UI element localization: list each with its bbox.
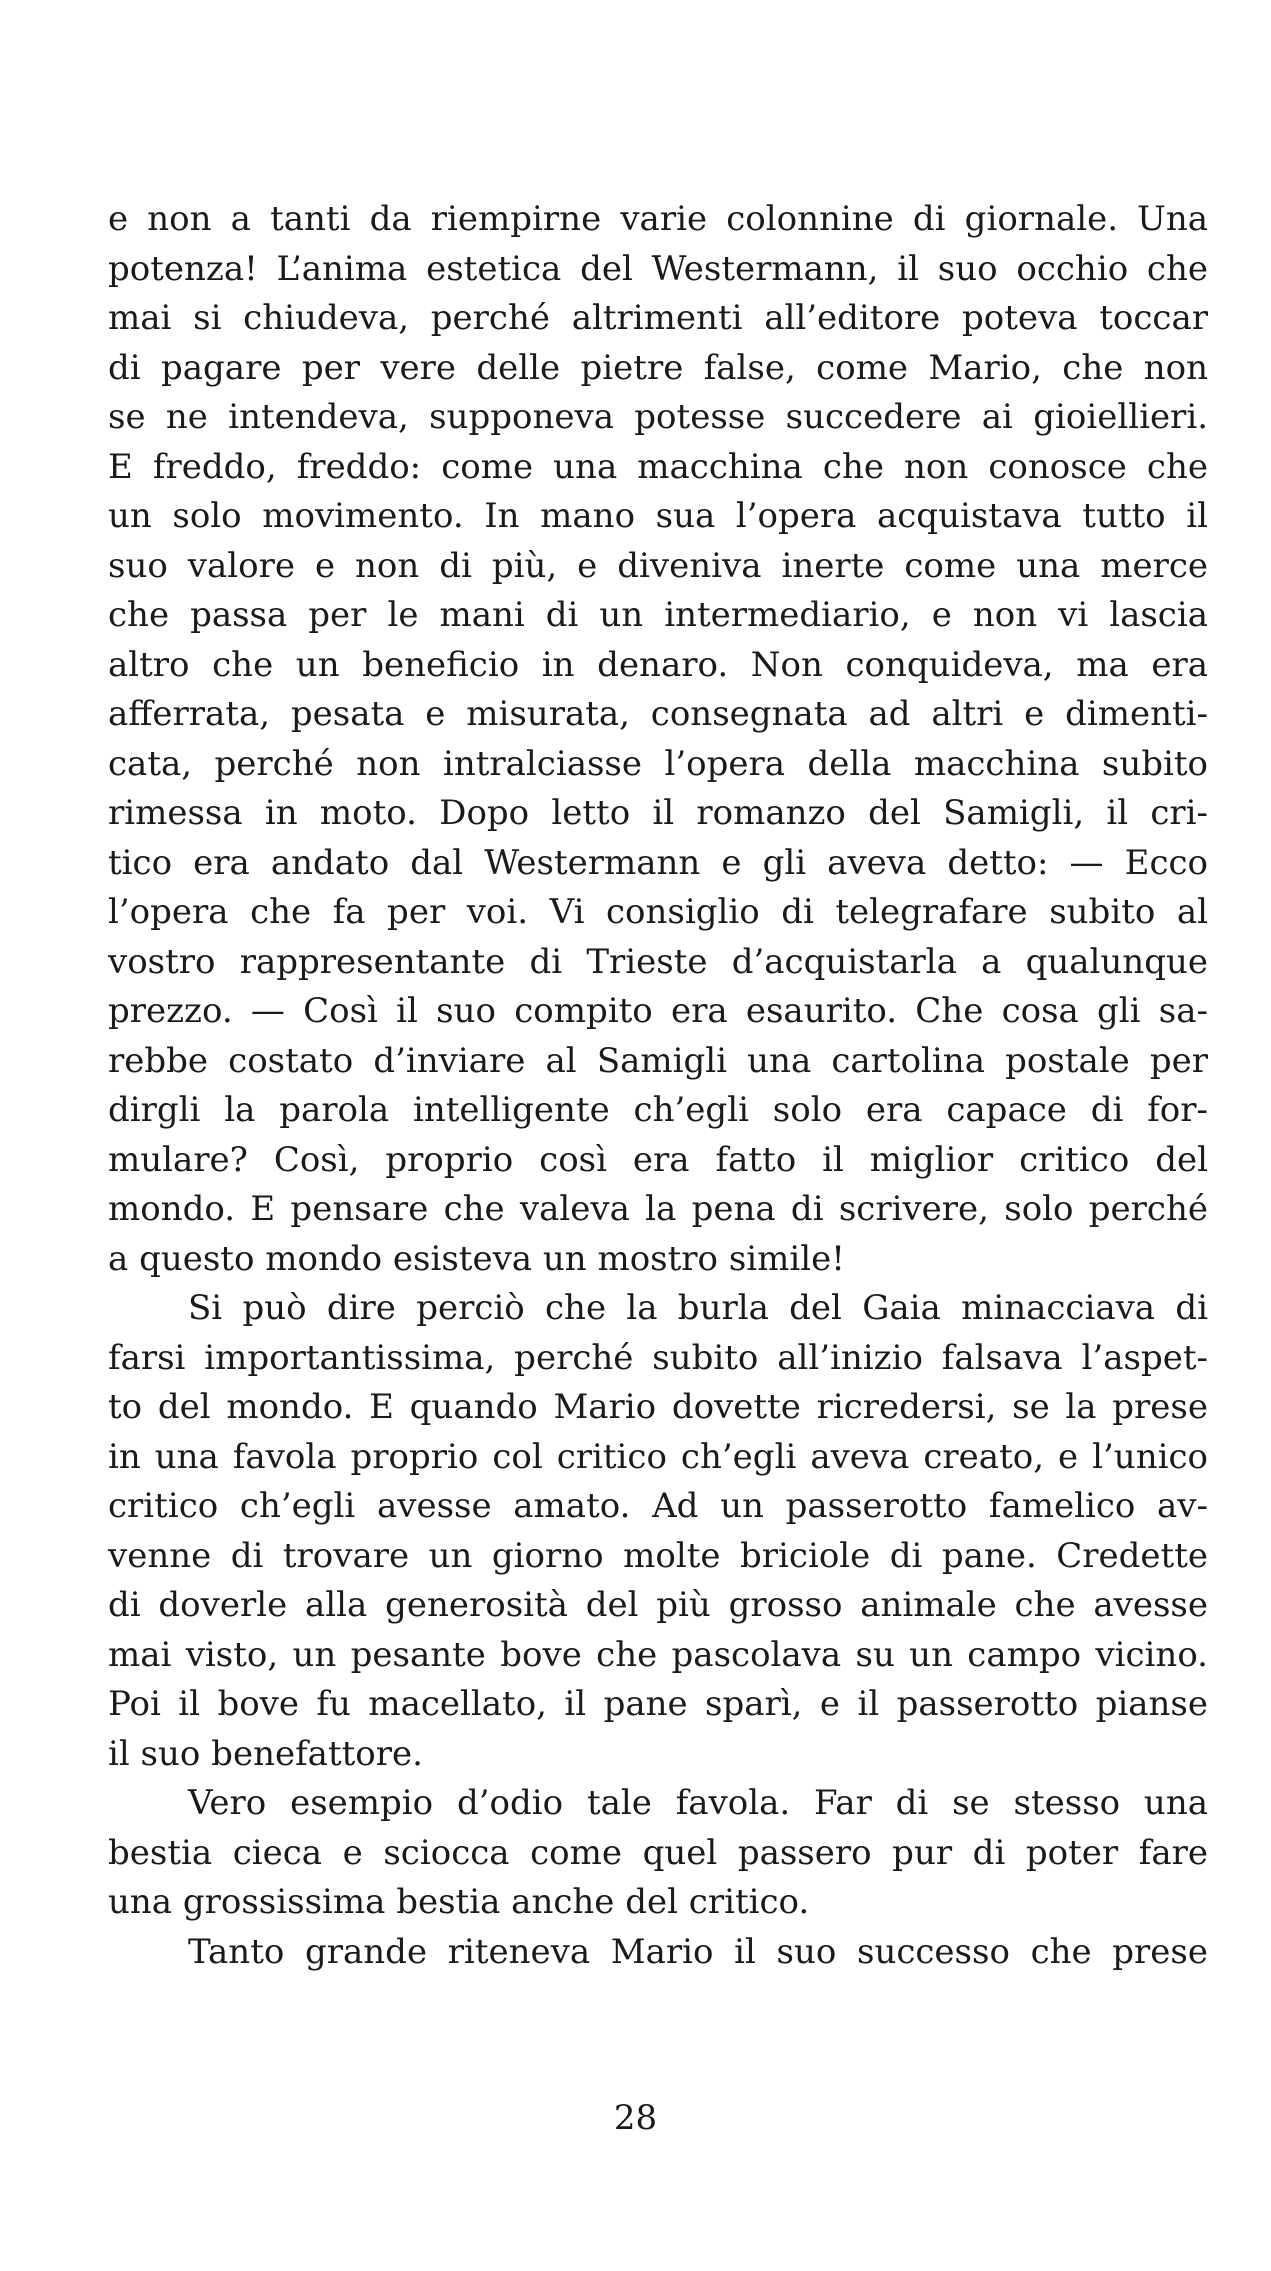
text-line: mulare? Così, proprio così era fatto il miglior critico del (108, 1139, 1208, 1180)
text-line: farsi importantissima, perché subito all’inizio falsava l’aspet- (108, 1337, 1208, 1378)
text-line: e non a tanti da riempirne varie colonnine di giornale. Una (108, 199, 1208, 239)
text-line: il suo benefattore. (108, 1733, 423, 1774)
text-line: prezzo. — Così il suo compito era esaurito. Che cosa gli sa- (108, 991, 1208, 1031)
text-line: rimessa in moto. Dopo letto il romanzo del Samigli, il cri- (108, 793, 1208, 833)
page-number: 28 (613, 2098, 658, 2138)
text-line: mondo. E pensare che valeva la pena di scrivere, solo perché (108, 1189, 1208, 1229)
text-line: bestia cieca e sciocca come quel passero pur di poter fare (108, 1832, 1208, 1873)
text-line: mai si chiudeva, perché altrimenti all’editore poteva toccar (108, 298, 1208, 338)
text-line: l’opera che fa per voi. Vi consiglio di telegrafare subito al (108, 892, 1208, 932)
text-line: to del mondo. E quando Mario dovette ricredersi, se la prese (108, 1387, 1208, 1427)
text-line: a questo mondo esisteva un mostro simile! (108, 1238, 845, 1279)
text-line: che passa per le mani di un intermediario, e non vi lascia (108, 595, 1208, 635)
text-line: una grossissima bestia anche del critico. (108, 1882, 810, 1922)
text-line: rebbe costato d’inviare al Samigli una cartolina postale per (108, 1040, 1208, 1081)
text-line: Vero esempio d’odio tale favola. Far di se stesso una (188, 1783, 1208, 1823)
text-line: tico era andato dal Westermann e gli aveva detto: — Ecco (108, 842, 1208, 883)
text-line: afferrata, pesata e misurata, consegnata ad altri e dimenti- (108, 694, 1208, 734)
text-line: Tanto grande riteneva Mario il suo successo che prese (188, 1931, 1208, 1972)
text-line: di pagare per vere delle pietre false, come Mario, che non (108, 347, 1208, 388)
text-line: se ne intendeva, supponeva potesse succedere ai gioiellieri. (108, 397, 1208, 437)
text-line: dirgli la parola intelligente ch’egli solo era capace di for- (108, 1090, 1208, 1130)
text-line: vostro rappresentante di Trieste d’acquistarla a qualunque (108, 941, 1208, 982)
body-text (108, 195, 1208, 1977)
text-line: potenza! L’anima estetica del Westermann, il suo occhio che (108, 248, 1208, 289)
text-line: Si può dire perciò che la burla del Gaia minacciava di (188, 1288, 1208, 1328)
text-line: suo valore e non di più, e diveniva inerte come una merce (108, 545, 1208, 586)
text-line: E freddo, freddo: come una macchina che non conosce che (108, 446, 1208, 487)
text-line: di doverle alla generosità del più grosso animale che avesse (108, 1585, 1208, 1625)
text-line: Poi il bove fu macellato, il pane sparì, e il passerotto pianse (108, 1684, 1208, 1724)
text-line: un solo movimento. In mano sua l’opera acquistava tutto il (108, 496, 1208, 536)
text-line: critico ch’egli avesse amato. Ad un passerotto famelico av- (108, 1486, 1208, 1526)
text-line: venne di trovare un giorno molte briciole di pane. Credette (108, 1535, 1208, 1576)
text-line: cata, perché non intralciasse l’opera della macchina subito (108, 743, 1208, 784)
text-line: altro che un beneficio in denaro. Non conquideva, ma era (108, 644, 1208, 685)
text-line: mai visto, un pesante bove che pascolava su un campo vicino. (108, 1634, 1208, 1675)
text-line: in una favola proprio col critico ch’egli aveva creato, e l’unico (108, 1436, 1208, 1477)
